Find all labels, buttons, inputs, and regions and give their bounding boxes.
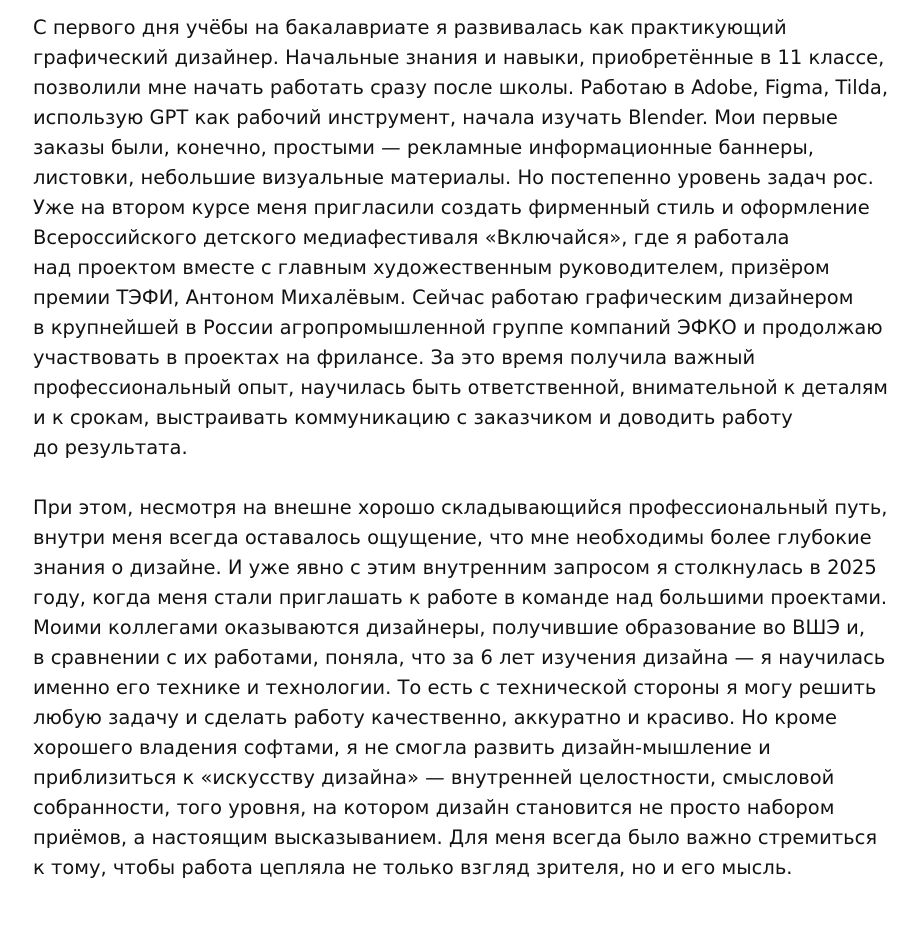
text-line: Моими коллегами оказываются дизайнеры, получившие образование во ВШЭ и, [33, 616, 866, 639]
text-line: С первого дня учёбы на бакалавриате я развивалась как практикующий [33, 16, 787, 39]
text-line: приёмов, а настоящим высказыванием. Для меня всегда было важно стремиться [33, 826, 878, 849]
text-line: При этом, несмотря на внешне хорошо складывающийся профессиональный путь, [33, 496, 888, 519]
text-line: знания о дизайне. И уже явно с этим внутренним запросом я столкнулась в 2025 [33, 556, 877, 579]
text-line: позволили мне начать работать сразу после школы. Работаю в Adobe, Figma, Tilda, [33, 76, 889, 99]
text-line: заказы были, конечно, простыми — рекламные информационные баннеры, [33, 136, 814, 159]
text-line: собранности, того уровня, на котором дизайн становится не просто набором [33, 796, 835, 819]
document-body [33, 13, 889, 883]
text-line: приблизиться к «искусству дизайна» — внутренней целостности, смысловой [33, 766, 835, 789]
text-line: в сравнении с их работами, поняла, что за 6 лет изучения дизайна — я научилась [33, 646, 886, 669]
text-line: и к срокам, выстраивать коммуникацию с заказчиком и доводить работу [33, 406, 793, 429]
text-line: к тому, чтобы работа цепляла не только взгляд зрителя, но и его мысль. [33, 856, 793, 879]
text-line: над проектом вместе с главным художественным руководителем, призёром [33, 256, 830, 279]
text-line: любую задачу и сделать работу качественно, аккуратно и красиво. Но кроме [33, 706, 838, 729]
paragraph-1 [33, 13, 889, 463]
text-line: участвовать в проектах на фрилансе. За это время получила важный [33, 346, 756, 369]
text-line: Всероссийского детского медиафестиваля «Включайся», где я работала [33, 226, 790, 249]
text-line: графический дизайнер. Начальные знания и навыки, приобретённые в 11 классе, [33, 46, 885, 69]
text-line: году, когда меня стали приглашать к работе в команде над большими проектами. [33, 586, 888, 609]
text-line: использую GPT как рабочий инструмент, начала изучать Blender. Мои первые [33, 106, 838, 129]
text-line: премии ТЭФИ, Антоном Михалёвым. Сейчас работаю графическим дизайнером [33, 286, 854, 309]
text-line: профессиональный опыт, научилась быть ответственной, внимательной к деталям [33, 376, 888, 399]
text-line: листовки, небольшие визуальные материалы. Но постепенно уровень задач рос. [33, 166, 874, 189]
paragraph-2 [33, 493, 888, 883]
text-line: внутри меня всегда оставалось ощущение, что мне необходимы более глубокие [33, 526, 872, 549]
text-line: именно его технике и технологии. То есть с технической стороны я могу решить [33, 676, 877, 699]
text-line: в крупнейшей в России агропромышленной группе компаний ЭФКО и продолжаю [33, 316, 883, 339]
text-line: хорошего владения софтами, я не смогла развить дизайн-мышление и [33, 736, 771, 759]
text-line: до результата. [33, 436, 188, 459]
text-line: Уже на втором курсе меня пригласили создать фирменный стиль и оформление [33, 196, 870, 219]
